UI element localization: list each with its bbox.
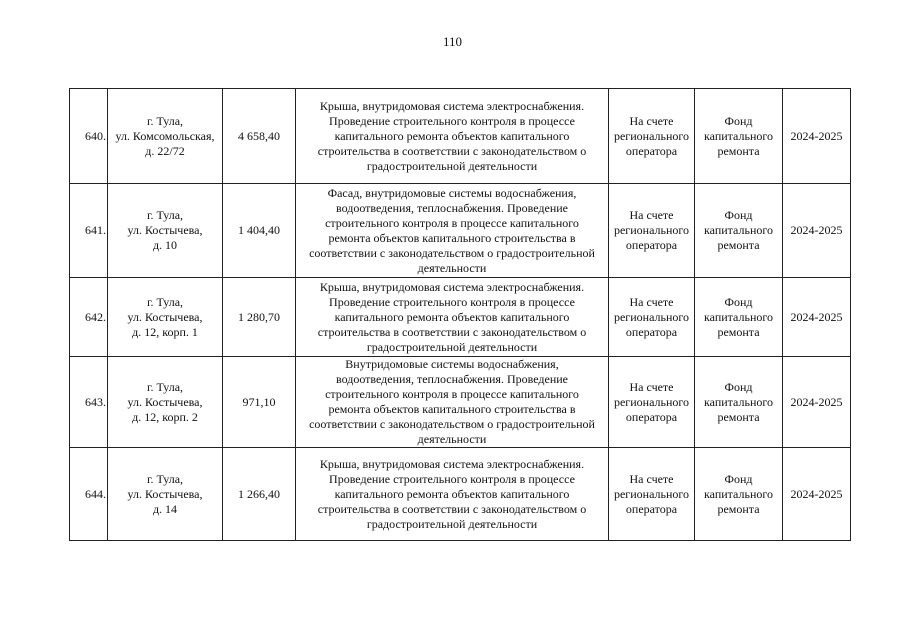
table-row xyxy=(70,278,851,357)
work-line: строительства в соответствии с законодательством о xyxy=(317,324,587,339)
address-line: д. 12, корп. 2 xyxy=(132,409,198,424)
work-description-cell xyxy=(296,448,609,541)
address-cell xyxy=(108,448,223,541)
period-cell: 2024-2025 xyxy=(783,89,851,184)
work-line: соответствии с законодательством о градостроительной xyxy=(309,417,595,431)
fund-line: ремонта xyxy=(717,409,760,424)
work-line: Внутридомовые системы водоснабжения, xyxy=(345,357,559,371)
executor-cell xyxy=(609,184,695,278)
fund-line: ремонта xyxy=(717,238,760,252)
period-cell: 2024-2025 xyxy=(783,278,851,357)
table-row xyxy=(70,448,851,541)
work-description-cell xyxy=(296,357,609,448)
work-line: Проведение строительного контроля в процессе xyxy=(329,471,575,486)
fund-line: Фонд xyxy=(724,379,753,394)
work-line: капитального ремонта объектов капитального xyxy=(334,309,570,324)
row-number: 643. xyxy=(70,357,108,448)
row-number: 644. xyxy=(70,448,108,541)
address-line: г. Тула, xyxy=(146,294,184,309)
work-description-cell xyxy=(296,184,609,278)
executor-cell xyxy=(609,357,695,448)
work-line: Крыша, внутридомовая система электроснабжения. xyxy=(319,456,585,471)
address-line: ул. Костычева, xyxy=(127,394,203,409)
address-line: г. Тула, xyxy=(146,208,184,222)
address-line: д. 10 xyxy=(152,238,178,252)
executor-line: На счете xyxy=(629,294,674,309)
fund-cell xyxy=(695,278,783,357)
address-line: ул. Костычева, xyxy=(127,486,203,501)
address-line: д. 22/72 xyxy=(145,143,185,158)
area-cell: 971,10 xyxy=(223,357,296,448)
address-line: ул. Комсомольская, xyxy=(115,128,215,143)
work-line: водоотведения, теплоснабжения. Проведение xyxy=(335,200,568,215)
table-row xyxy=(70,357,851,448)
work-line: ремонта объектов капитального строительства в xyxy=(328,230,576,245)
area-cell: 1 404,40 xyxy=(223,184,296,278)
work-line: градостроительной деятельности xyxy=(366,516,538,531)
executor-line: регионального xyxy=(613,394,690,409)
fund-cell xyxy=(695,89,783,184)
table-row xyxy=(70,89,851,184)
page-number: 110 xyxy=(442,34,463,49)
period-cell: 2024-2025 xyxy=(783,448,851,541)
address-line: г. Тула, xyxy=(146,471,184,486)
fund-line: капитального xyxy=(704,309,773,324)
work-line: Фасад, внутридомовые системы водоснабжения, xyxy=(327,185,577,200)
executor-line: На счете xyxy=(629,379,674,394)
executor-line: оператора xyxy=(625,501,678,516)
work-line: капитального ремонта объектов капитального xyxy=(334,128,570,143)
area-cell: 4 658,40 xyxy=(223,89,296,184)
executor-cell xyxy=(609,89,695,184)
work-line: градостроительной деятельности xyxy=(366,339,538,354)
fund-line: капитального xyxy=(704,486,773,501)
row-number: 640. xyxy=(70,89,108,184)
executor-line: оператора xyxy=(625,324,678,339)
work-line: деятельности xyxy=(417,432,487,446)
fund-line: Фонд xyxy=(724,208,753,222)
address-cell xyxy=(108,278,223,357)
executor-line: оператора xyxy=(625,409,678,424)
fund-line: ремонта xyxy=(717,501,760,516)
address-line: д. 14 xyxy=(152,501,178,516)
address-line: д. 12, корп. 1 xyxy=(132,324,198,339)
period-cell: 2024-2025 xyxy=(783,184,851,278)
fund-line: ремонта xyxy=(717,324,760,339)
executor-line: регионального xyxy=(613,223,690,237)
executor-line: На счете xyxy=(629,208,674,222)
executor-line: регионального xyxy=(613,486,690,501)
work-line: Крыша, внутридомовая система электроснабжения. xyxy=(319,279,585,294)
work-line: Проведение строительного контроля в процессе xyxy=(329,294,575,309)
address-line: г. Тула, xyxy=(146,113,184,128)
executor-line: На счете xyxy=(629,113,674,128)
executor-line: На счете xyxy=(629,471,674,486)
fund-line: капитального xyxy=(704,394,773,409)
address-line: ул. Костычева, xyxy=(127,309,203,324)
fund-cell xyxy=(695,448,783,541)
address-cell xyxy=(108,184,223,278)
work-line: Крыша, внутридомовая система электроснабжения. xyxy=(319,98,585,113)
table-row xyxy=(70,184,851,278)
work-line: деятельности xyxy=(417,260,487,275)
area-cell: 1 266,40 xyxy=(223,448,296,541)
executor-line: оператора xyxy=(625,143,678,158)
work-line: строительного контроля в процессе капитального xyxy=(325,215,579,230)
period-cell: 2024-2025 xyxy=(783,357,851,448)
work-line: Проведение строительного контроля в процессе xyxy=(329,113,575,128)
work-line: градостроительной деятельности xyxy=(366,158,538,173)
address-cell xyxy=(108,89,223,184)
executor-cell xyxy=(609,278,695,357)
executor-line: регионального xyxy=(613,128,690,143)
work-line: строительства в соответствии с законодательством о xyxy=(317,143,587,158)
executor-line: регионального xyxy=(613,309,690,324)
works-table xyxy=(69,88,851,541)
fund-cell xyxy=(695,357,783,448)
fund-line: Фонд xyxy=(724,294,753,309)
area-cell: 1 280,70 xyxy=(223,278,296,357)
fund-line: капитального xyxy=(704,128,773,143)
executor-line: оператора xyxy=(625,238,678,252)
work-line: капитального ремонта объектов капитального xyxy=(334,486,570,501)
work-line: строительного контроля в процессе капитального xyxy=(325,387,579,401)
work-line: ремонта объектов капитального строительства в xyxy=(328,402,576,416)
work-line: водоотведения, теплоснабжения. Проведение xyxy=(335,372,568,386)
address-line: г. Тула, xyxy=(146,379,184,394)
address-cell xyxy=(108,357,223,448)
work-description-cell xyxy=(296,89,609,184)
fund-line: Фонд xyxy=(724,113,753,128)
row-number: 641. xyxy=(70,184,108,278)
work-line: соответствии с законодательством о градостроительной xyxy=(309,245,595,260)
address-line: ул. Костычева, xyxy=(127,223,203,237)
fund-line: ремонта xyxy=(717,143,760,158)
work-line: строительства в соответствии с законодательством о xyxy=(317,501,587,516)
fund-line: капитального xyxy=(704,223,773,237)
fund-line: Фонд xyxy=(724,471,753,486)
fund-cell xyxy=(695,184,783,278)
work-description-cell xyxy=(296,278,609,357)
row-number: 642. xyxy=(70,278,108,357)
executor-cell xyxy=(609,448,695,541)
